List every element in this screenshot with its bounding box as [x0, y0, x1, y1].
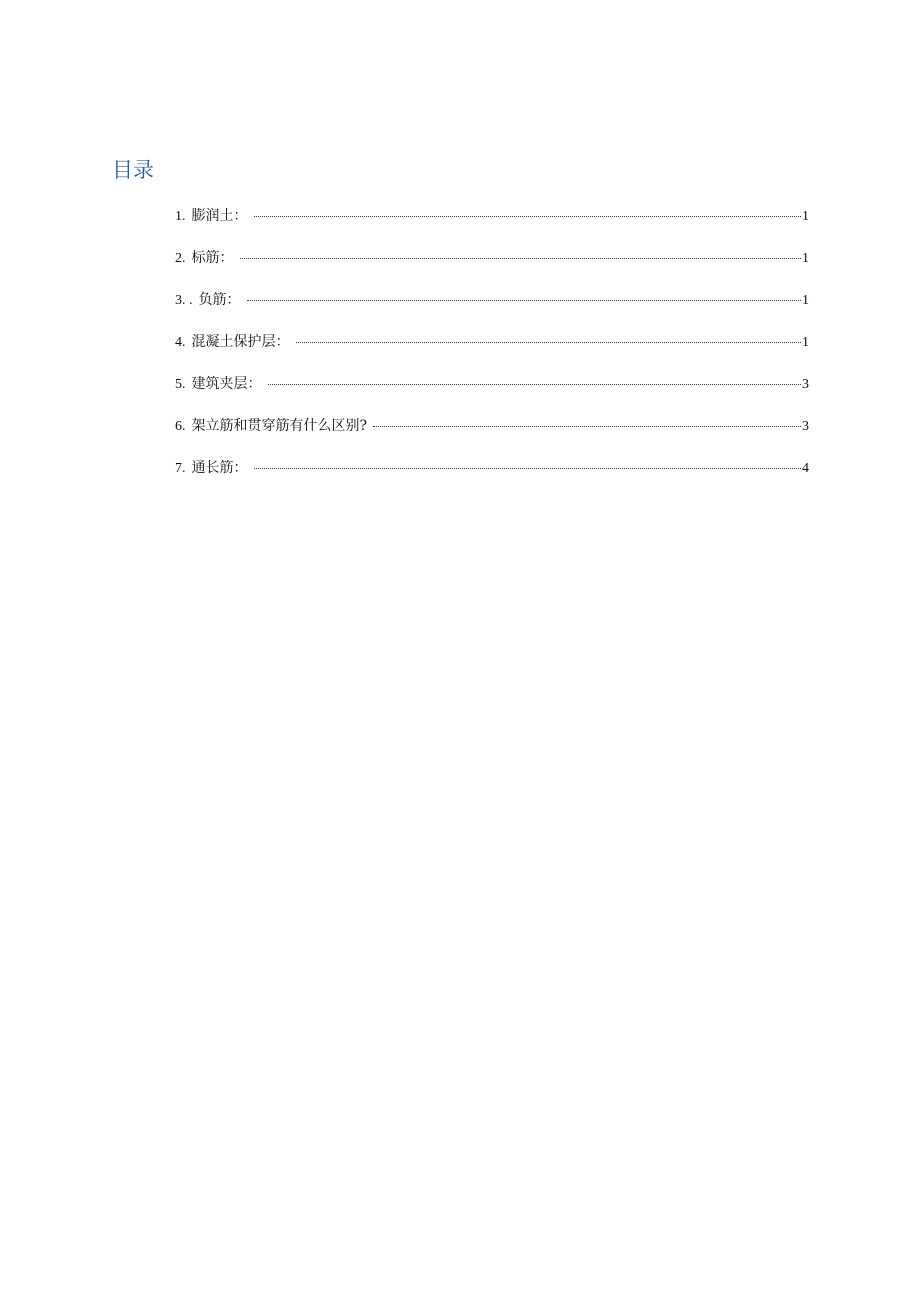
toc-entry-number: 4. [175, 335, 186, 350]
toc-entry-3[interactable] [175, 290, 809, 332]
toc-entry-title: 膨润土： [191, 208, 248, 224]
toc-entry-number: 2. [175, 251, 186, 266]
toc-entry-4[interactable] [175, 332, 809, 374]
dot-leader [254, 467, 802, 469]
toc-entry-7[interactable] [175, 458, 809, 500]
dot-leader [240, 257, 802, 259]
toc-entry-title: 标筋： [191, 250, 234, 266]
dot-leader [296, 341, 802, 343]
toc-entry-page: 1 [802, 335, 809, 350]
toc-entry-number: 1. [175, 209, 186, 224]
toc-entry-title: 通长筋： [191, 460, 248, 476]
dot-leader [254, 215, 802, 217]
toc-entry-number: 3. . [175, 293, 193, 308]
toc-entry-6[interactable] [175, 416, 809, 458]
toc-entry-number: 5. [175, 377, 186, 392]
dot-leader [247, 299, 802, 301]
toc-heading: 目录 [112, 158, 154, 182]
dot-leader [268, 383, 802, 385]
toc-entry-1[interactable] [175, 206, 809, 248]
dot-leader [373, 425, 801, 427]
toc-entry-title: 负筋： [198, 292, 241, 308]
toc-entry-5[interactable] [175, 374, 809, 416]
toc-entry-title: 混凝土保护层： [191, 334, 290, 350]
toc-entry-title: 建筑夹层： [191, 376, 262, 392]
toc-entry-2[interactable] [175, 248, 809, 290]
toc-entry-page: 4 [802, 461, 809, 476]
toc-entry-page: 1 [802, 293, 809, 308]
toc-list [175, 206, 809, 500]
toc-entry-page: 1 [802, 209, 809, 224]
toc-entry-page: 3 [802, 419, 809, 434]
toc-entry-number: 7. [175, 461, 186, 476]
toc-entry-number: 6. [175, 419, 186, 434]
toc-entry-page: 3 [802, 377, 809, 392]
toc-entry-title: 架立筋和贯穿筋有什么区别? [191, 418, 368, 434]
toc-entry-page: 1 [802, 251, 809, 266]
